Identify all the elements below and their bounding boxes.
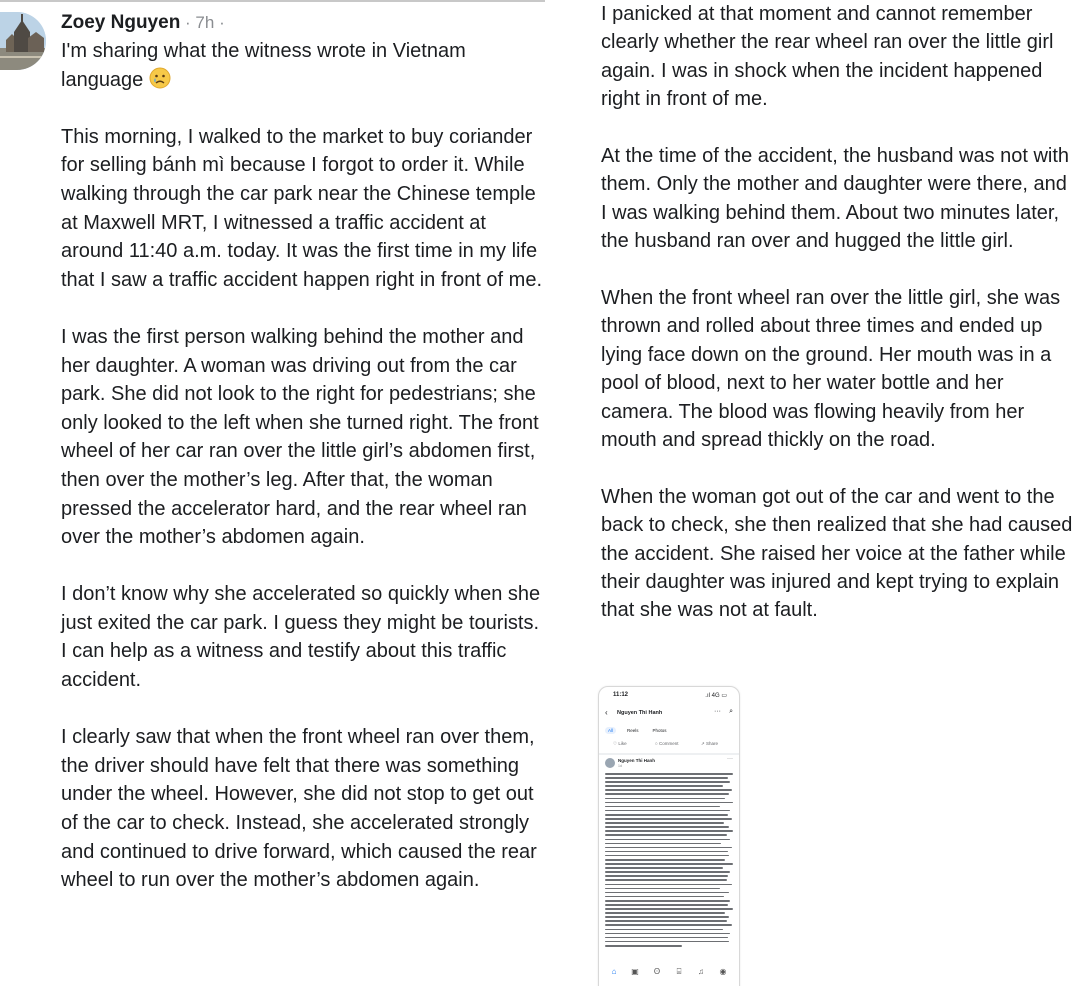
status-signal: .ıl 4G ▭ xyxy=(705,693,727,699)
more-icon: ··· xyxy=(727,756,733,762)
illegible-text-line xyxy=(605,871,730,873)
illegible-text-line xyxy=(605,904,728,906)
home-icon: ⌂ xyxy=(611,967,617,976)
more-icon: ··· xyxy=(714,708,721,715)
illegible-text-line xyxy=(605,793,729,795)
like-icon: ♡ xyxy=(613,741,618,746)
phone-profile-header xyxy=(599,709,739,723)
paragraph-text: I'm sharing what the witness wrote in Vietnam language xyxy=(61,40,466,91)
paragraph: When the woman got out of the car and went to the back to check, she then realized that she had caused the accident. She raised her voice at the father while their daughter was injured and kept trying to explain that she was not at fault. xyxy=(601,485,1073,622)
right-column xyxy=(546,0,1080,986)
marketplace-icon: ⌸ xyxy=(676,967,682,976)
attached-phone-screenshot[interactable] xyxy=(598,686,740,986)
illegible-text-line xyxy=(605,855,729,857)
phone-post-time: 1d xyxy=(618,764,622,768)
crying-face-icon xyxy=(149,67,171,89)
profile-name: Nguyen Thi Hanh xyxy=(617,710,663,716)
illegible-text-line xyxy=(605,900,730,902)
illegible-text-line xyxy=(605,924,732,926)
illegible-text-line xyxy=(605,875,728,877)
video-icon: ▣ xyxy=(631,967,639,976)
phone-divider xyxy=(599,753,739,755)
phone-post-avatar xyxy=(605,758,615,768)
share-icon: ↗ xyxy=(701,741,705,746)
illegible-text-line xyxy=(605,789,732,791)
post-body-right xyxy=(601,0,1076,653)
illegible-text-line xyxy=(605,773,733,775)
illegible-text-line xyxy=(605,884,732,886)
tab-photos: Photos xyxy=(652,728,667,733)
bell-icon: ♫ xyxy=(698,967,704,976)
illegible-text-line xyxy=(605,859,725,861)
tab-reels: Reels xyxy=(627,728,639,733)
paragraph: This morning, I walked to the market to buy coriander for selling bánh mì because I forgot to order it. While walking through the car park near the Chinese temple at Maxwell MRT, I witnessed a traffic accident at around 11:40 a.m. today. It was the first time in my life that I saw a traffic accident happen right in front of me. xyxy=(61,125,543,291)
illegible-text-line xyxy=(605,908,733,910)
illegible-text-line xyxy=(605,818,732,820)
top-divider xyxy=(0,0,545,2)
illegible-text-line xyxy=(605,916,729,918)
illegible-text-line xyxy=(605,798,725,800)
paragraph xyxy=(61,37,545,94)
share-action: ↗ Share xyxy=(701,741,719,746)
phone-status-bar xyxy=(599,692,739,702)
paragraph: I clearly saw that when the front wheel ran over them, the driver should have felt that there was something under the wheel. However, she did not stop to get out of the car to check. Instead, she accelerated strongly and continued to drive forward, which caused the rear wheel to run over the mother’s abdomen again. xyxy=(61,726,537,892)
illegible-text-line xyxy=(605,814,728,816)
paragraph: I don’t know why she accelerated so quickly when she just exited the car park. I guess they might be tourists. I can help as a witness and testify about this traffic accident. xyxy=(61,583,541,692)
phone-tabs xyxy=(605,727,678,734)
meta-separator-2: · xyxy=(214,13,225,32)
illegible-text-line xyxy=(605,822,724,824)
back-icon: ‹ xyxy=(605,708,608,717)
search-icon: ⌕ xyxy=(729,708,733,715)
post-body-left xyxy=(61,37,545,923)
paragraph: When the front wheel ran over the little girl, she was thrown and rolled about three times and ended up lying face down on the ground. Her mouth was in a pool of blood, next to her water bottle and her camera. The blood was flowing heavily from her mouth and spread thickly on the road. xyxy=(601,287,1061,452)
illegible-text-line xyxy=(605,941,729,943)
illegible-text-line xyxy=(605,933,730,935)
phone-post-text xyxy=(605,773,733,949)
illegible-text-line xyxy=(605,937,728,939)
paragraph: I was the first person walking behind the mother and her daughter. A woman was driving out from the car park. She did not look to the right for pedestrians; she only looked to the left when she turned right. The front wheel of her car ran over the little girl’s abdomen first, then over the mother’s leg. After that, the woman pressed the accelerator hard, and the rear wheel ran over the mother’s abdomen again. xyxy=(61,325,539,549)
friends-icon: ʘ xyxy=(653,967,661,976)
like-action: ♡ Like xyxy=(613,741,627,746)
illegible-text-line xyxy=(605,810,730,812)
illegible-text-line xyxy=(605,892,729,894)
illegible-text-line xyxy=(605,777,728,779)
illegible-text-line xyxy=(605,847,732,849)
illegible-text-line xyxy=(605,802,733,804)
illegible-text-line xyxy=(605,896,724,898)
illegible-text-line xyxy=(605,830,733,832)
phone-post-author: Nguyen Thi Hanh xyxy=(618,758,655,763)
author-name[interactable]: Zoey Nguyen xyxy=(61,12,181,33)
post-header xyxy=(61,12,225,34)
paragraph: I panicked at that moment and cannot remember clearly whether the rear wheel ran over the little girl again. I was in shock when the incident happened right in front of me. xyxy=(601,3,1054,111)
illegible-text-line xyxy=(605,929,723,931)
profile-icon: ◉ xyxy=(719,967,727,976)
illegible-text-line xyxy=(605,843,721,845)
illegible-text-line xyxy=(605,851,728,853)
illegible-text-line xyxy=(605,920,727,922)
illegible-text-line xyxy=(605,806,720,808)
illegible-text-line xyxy=(605,781,730,783)
illegible-text-line xyxy=(605,867,723,869)
paragraph: At the time of the accident, the husband was not with them. Only the mother and daughter were there, and I was walking behind them. About two minutes later, the husband ran over and hugged the little girl. xyxy=(601,145,1070,253)
illegible-text-line xyxy=(605,826,729,828)
illegible-text-line xyxy=(605,879,727,881)
avatar[interactable] xyxy=(0,12,46,70)
illegible-text-line xyxy=(605,834,727,836)
phone-bottom-nav xyxy=(599,967,739,986)
comment-icon: ○ xyxy=(655,741,658,746)
illegible-text-line xyxy=(605,863,733,865)
comment-action: ○ Comment xyxy=(655,741,679,746)
illegible-text-line xyxy=(605,945,682,947)
status-time: 11:12 xyxy=(613,692,629,698)
meta-separator: · xyxy=(180,13,196,32)
timestamp[interactable]: 7h xyxy=(195,13,215,32)
tab-all: All xyxy=(605,727,616,734)
phone-post-actions xyxy=(599,741,739,751)
illegible-text-line xyxy=(605,839,730,841)
illegible-text-line xyxy=(605,888,720,890)
illegible-text-line xyxy=(605,785,723,787)
illegible-text-line xyxy=(605,912,725,914)
